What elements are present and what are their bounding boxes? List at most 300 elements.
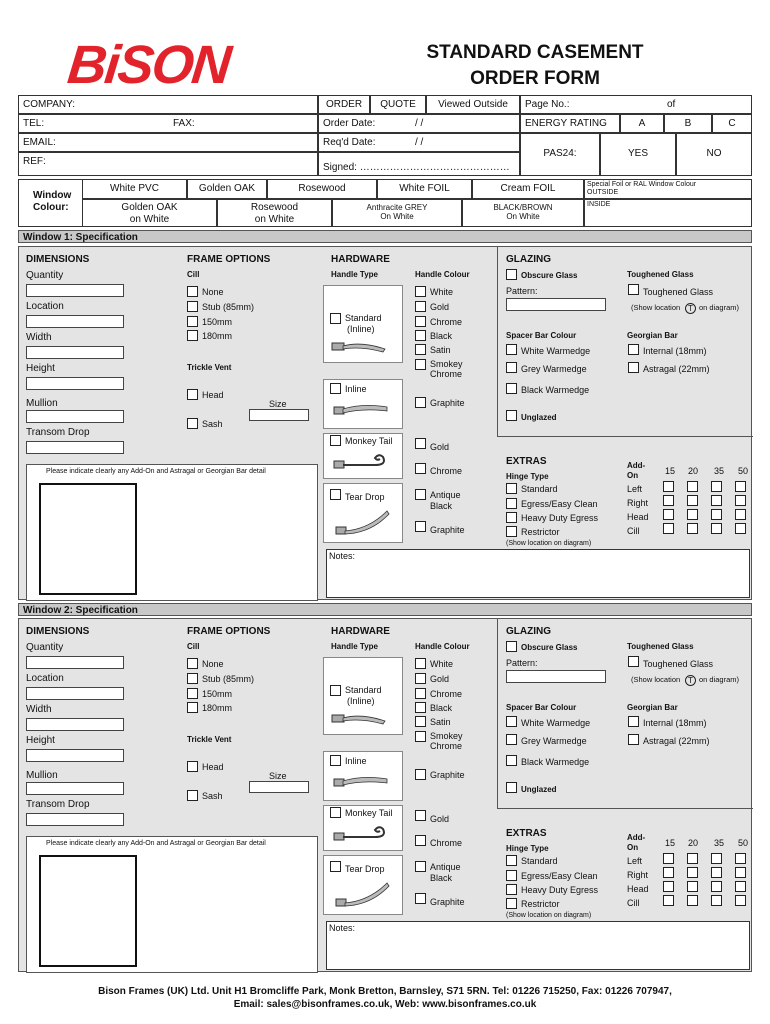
of-label: of bbox=[667, 99, 676, 110]
cill-none-checkbox[interactable] bbox=[187, 286, 198, 297]
black-warmedge-checkbox[interactable] bbox=[506, 383, 517, 394]
handle-standard-checkbox[interactable] bbox=[330, 313, 341, 324]
addon-grid bbox=[663, 481, 753, 541]
astragal-bar-checkbox[interactable] bbox=[628, 362, 639, 373]
toughened-glass-label: Toughened Glass bbox=[643, 287, 714, 297]
teardrop-handle-icon bbox=[335, 509, 391, 537]
addon-heading-2: On bbox=[627, 471, 639, 480]
colour-antique-checkbox[interactable] bbox=[415, 861, 426, 872]
addon-heading: Add- bbox=[627, 461, 646, 470]
colour-golden-oak[interactable] bbox=[187, 179, 267, 199]
viewed-outside-label: Viewed Outside bbox=[438, 99, 508, 110]
pattern-input[interactable] bbox=[506, 670, 606, 683]
colour-gold2-checkbox[interactable] bbox=[415, 438, 426, 449]
astragal-bar-checkbox[interactable] bbox=[628, 734, 639, 745]
colour-black-checkbox[interactable] bbox=[415, 702, 426, 713]
colour-smokey-label: Smokey bbox=[430, 731, 463, 741]
white-warmedge-checkbox[interactable] bbox=[506, 716, 517, 727]
cill-180-label: 180mm bbox=[202, 703, 233, 713]
colour-black-checkbox[interactable] bbox=[415, 330, 426, 341]
mullion-label: Mullion bbox=[26, 770, 58, 781]
addon-note: Please indicate clearly any Add-On and Astragal or Georgian Bar detail bbox=[46, 468, 266, 475]
signed-label: Signed: ……………………………………… bbox=[323, 162, 510, 173]
standard-handle-icon bbox=[331, 335, 387, 357]
colour-white-label: White bbox=[430, 287, 454, 297]
handle-standard-label: Standard bbox=[345, 685, 382, 695]
notes-field[interactable] bbox=[326, 549, 750, 598]
addon-35-label: 35 bbox=[714, 838, 725, 848]
cill-150-checkbox[interactable] bbox=[187, 316, 198, 327]
quantity-input[interactable] bbox=[26, 656, 124, 669]
trickle-vent-label: Trickle Vent bbox=[187, 735, 232, 744]
pattern-label: Pattern: bbox=[506, 286, 538, 296]
sketch-box[interactable] bbox=[39, 855, 137, 967]
toughened-t-icon: T bbox=[685, 303, 696, 314]
colour-graphite2-checkbox[interactable] bbox=[415, 521, 426, 532]
height-label: Height bbox=[26, 735, 55, 746]
pas24-yes-option[interactable] bbox=[600, 133, 676, 176]
notes-field[interactable] bbox=[326, 921, 750, 970]
cill-none-checkbox[interactable] bbox=[187, 658, 198, 669]
colour-white-foil[interactable] bbox=[377, 179, 472, 199]
obscure-glass-label: Obscure Glass bbox=[521, 271, 578, 280]
hinge-egress-checkbox[interactable] bbox=[506, 498, 517, 509]
addon-cill-15-checkbox[interactable] bbox=[663, 523, 674, 534]
colour-graphite-checkbox[interactable] bbox=[415, 769, 426, 780]
ref-label: REF: bbox=[23, 156, 46, 167]
addon-right-20-checkbox[interactable] bbox=[687, 495, 698, 506]
colour-satin-checkbox[interactable] bbox=[415, 344, 426, 355]
toughened-glass-checkbox[interactable] bbox=[628, 284, 639, 295]
reqd-date-label: Req'd Date: bbox=[323, 137, 376, 148]
addon-20-label: 20 bbox=[688, 838, 699, 848]
addon-right-50-checkbox[interactable] bbox=[735, 867, 746, 878]
colour-smokey-checkbox[interactable] bbox=[415, 731, 426, 742]
page-no-label: Page No.: bbox=[525, 99, 570, 110]
addon-head-20-checkbox[interactable] bbox=[687, 881, 698, 892]
form-title: STANDARD CASEMENT bbox=[426, 42, 644, 63]
mullion-input[interactable] bbox=[26, 410, 124, 423]
trickle-size-label: Size bbox=[269, 399, 287, 409]
colour-cream-foil-label: Cream FOIL bbox=[500, 183, 556, 194]
white-warmedge-label: White Warmedge bbox=[521, 346, 591, 356]
addon-head-15-checkbox[interactable] bbox=[663, 509, 674, 520]
hinge-standard-label: Standard bbox=[521, 856, 558, 866]
addon-left-50-checkbox[interactable] bbox=[735, 853, 746, 864]
colour-smokey-checkbox[interactable] bbox=[415, 359, 426, 370]
black-brown-label: BLACK/BROWN bbox=[493, 203, 553, 212]
trickle-sash-checkbox[interactable] bbox=[187, 790, 198, 801]
hinge-restrictor-checkbox[interactable] bbox=[506, 526, 517, 537]
page-no-field[interactable] bbox=[520, 95, 752, 114]
golden-oak-white-label: Golden OAK bbox=[121, 202, 178, 213]
colour-white-pvc[interactable] bbox=[82, 179, 187, 199]
quantity-label: Quantity bbox=[26, 642, 64, 653]
colour-graphite2-label: Graphite bbox=[430, 897, 465, 907]
reqd-date-field[interactable] bbox=[318, 133, 520, 152]
monkey-tail-handle-icon bbox=[333, 823, 389, 845]
anthracite-on-white-label: On White bbox=[380, 211, 414, 221]
addon-left-35-checkbox[interactable] bbox=[711, 481, 722, 492]
transom-input[interactable] bbox=[26, 813, 124, 826]
cill-150-label: 150mm bbox=[202, 689, 233, 699]
pas24-no-label: NO bbox=[706, 148, 722, 159]
hinge-heavy-checkbox[interactable] bbox=[506, 884, 517, 895]
handle-inline-label: Inline bbox=[345, 756, 367, 766]
mullion-input[interactable] bbox=[26, 782, 124, 795]
georgian-bar-heading: Georgian Bar bbox=[627, 703, 678, 712]
colour-gold2-checkbox[interactable] bbox=[415, 810, 426, 821]
handle-monkey-label: Monkey Tail bbox=[345, 808, 393, 818]
trickle-size-input[interactable] bbox=[249, 409, 309, 421]
addon-head-50-checkbox[interactable] bbox=[735, 509, 746, 520]
colour-gold-checkbox[interactable] bbox=[415, 301, 426, 312]
addon-left-15-checkbox[interactable] bbox=[663, 481, 674, 492]
obscure-glass-checkbox[interactable] bbox=[506, 269, 517, 280]
colour-gold-label: Gold bbox=[430, 674, 450, 684]
internal-bar-checkbox[interactable] bbox=[628, 716, 639, 727]
cill-none-label: None bbox=[202, 659, 224, 669]
handle-monkey-checkbox[interactable] bbox=[330, 435, 341, 446]
cill-150-checkbox[interactable] bbox=[187, 688, 198, 699]
hardware-heading: HARDWARE bbox=[331, 626, 390, 637]
hinge-standard-checkbox[interactable] bbox=[506, 855, 517, 866]
standard-handle-icon bbox=[331, 707, 387, 729]
tel-label: TEL: bbox=[23, 118, 45, 129]
order-date-field[interactable] bbox=[318, 114, 520, 133]
viewed-outside-option[interactable] bbox=[426, 95, 520, 114]
addon-20-label: 20 bbox=[688, 466, 699, 476]
hinge-standard-label: Standard bbox=[521, 484, 558, 494]
quote-label: QUOTE bbox=[380, 99, 416, 110]
internal-bar-checkbox[interactable] bbox=[628, 344, 639, 355]
unglazed-checkbox[interactable] bbox=[506, 782, 517, 793]
colour-graphite2-checkbox[interactable] bbox=[415, 893, 426, 904]
window2-header bbox=[18, 603, 752, 616]
addon-cill-50-checkbox[interactable] bbox=[735, 895, 746, 906]
width-label: Width bbox=[26, 332, 52, 343]
notes-label: Notes: bbox=[329, 923, 356, 933]
inline-handle-icon bbox=[333, 771, 389, 793]
colour-graphite-checkbox[interactable] bbox=[415, 397, 426, 408]
colour-chrome3-checkbox[interactable] bbox=[415, 463, 426, 474]
colour-antique-label: Antique bbox=[430, 490, 461, 500]
transom-label: Transom Drop bbox=[26, 427, 90, 438]
addon-heading: Add- bbox=[627, 833, 646, 842]
location-input[interactable] bbox=[26, 315, 124, 328]
pas24-label: PAS24: bbox=[543, 148, 577, 159]
bison-logo: BiSON bbox=[64, 35, 233, 95]
energy-c-option[interactable] bbox=[712, 114, 752, 133]
hinge-type-heading: Hinge Type bbox=[506, 844, 549, 853]
handle-teardrop-label: Tear Drop bbox=[345, 864, 385, 874]
addon-right-15-checkbox[interactable] bbox=[663, 495, 674, 506]
window1-header bbox=[18, 230, 752, 243]
trickle-size-label: Size bbox=[269, 771, 287, 781]
addon-left-50-checkbox[interactable] bbox=[735, 481, 746, 492]
toughened-glass-label: Toughened Glass bbox=[643, 659, 714, 669]
addon-head-50-checkbox[interactable] bbox=[735, 881, 746, 892]
sketch-box[interactable] bbox=[39, 483, 137, 595]
energy-rating-label: ENERGY RATING bbox=[525, 118, 607, 129]
ref-field[interactable] bbox=[18, 152, 318, 176]
addon-cill-50-checkbox[interactable] bbox=[735, 523, 746, 534]
astragal-bar-label: Astragal (22mm) bbox=[643, 364, 710, 374]
astragal-bar-label: Astragal (22mm) bbox=[643, 736, 710, 746]
unglazed-checkbox[interactable] bbox=[506, 410, 517, 421]
fax-label: FAX: bbox=[173, 118, 195, 129]
monkey-tail-handle-icon bbox=[333, 451, 389, 473]
grey-warmedge-label: Grey Warmedge bbox=[521, 364, 587, 374]
quote-option[interactable] bbox=[370, 95, 426, 114]
grey-warmedge-checkbox[interactable] bbox=[506, 362, 517, 373]
addon-cill-15-checkbox[interactable] bbox=[663, 895, 674, 906]
colour-white-pvc-label: White PVC bbox=[110, 183, 159, 194]
height-input[interactable] bbox=[26, 377, 124, 390]
cill-label: Cill bbox=[187, 642, 200, 651]
colour-antique-black-label: Black bbox=[430, 501, 453, 511]
white-warmedge-checkbox[interactable] bbox=[506, 344, 517, 355]
height-label: Height bbox=[26, 363, 55, 374]
special-colour-inside[interactable] bbox=[584, 199, 752, 227]
trickle-head-checkbox[interactable] bbox=[187, 389, 198, 400]
colour-rosewood-label: Rosewood bbox=[298, 183, 346, 194]
addon-15-label: 15 bbox=[665, 838, 676, 848]
handle-type-label: Handle Type bbox=[331, 642, 378, 651]
notes-label: Notes: bbox=[329, 551, 356, 561]
addon-grid bbox=[663, 853, 753, 913]
colour-satin-checkbox[interactable] bbox=[415, 716, 426, 727]
colour-anthracite[interactable] bbox=[332, 199, 462, 227]
reqd-date-slashes: / / bbox=[415, 137, 424, 148]
extras-heading: EXTRAS bbox=[506, 828, 547, 839]
window1-title: Window 1: Specification bbox=[23, 232, 138, 243]
addon-cill-35-checkbox[interactable] bbox=[711, 523, 722, 534]
window-colour-label: Window bbox=[33, 190, 72, 201]
quantity-label: Quantity bbox=[26, 270, 64, 281]
tel-field[interactable] bbox=[18, 114, 318, 133]
internal-bar-label: Internal (18mm) bbox=[643, 718, 707, 728]
signed-field[interactable] bbox=[318, 152, 520, 176]
location-label: Location bbox=[26, 301, 64, 312]
email-field[interactable] bbox=[18, 133, 318, 152]
colour-gold2-label: Gold bbox=[430, 442, 450, 452]
hardware-heading: HARDWARE bbox=[331, 254, 390, 265]
addon-right-35-checkbox[interactable] bbox=[711, 867, 722, 878]
pattern-label: Pattern: bbox=[506, 658, 538, 668]
order-option[interactable] bbox=[318, 95, 370, 114]
handle-teardrop-label: Tear Drop bbox=[345, 492, 385, 502]
rosewood-on-white-label: on White bbox=[254, 213, 295, 225]
addon-left-label: Left bbox=[627, 856, 643, 866]
colour-antique-black-label: Black bbox=[430, 873, 453, 883]
company-field[interactable] bbox=[18, 95, 318, 114]
colour-chrome-checkbox[interactable] bbox=[415, 688, 426, 699]
colour-satin-label: Satin bbox=[430, 717, 451, 727]
addon-head-label: Head bbox=[627, 512, 649, 522]
addon-cill-35-checkbox[interactable] bbox=[711, 895, 722, 906]
handle-colour-label: Handle Colour bbox=[415, 642, 470, 651]
grey-warmedge-label: Grey Warmedge bbox=[521, 736, 587, 746]
special-colour-label: Special Foil or RAL Window Colour bbox=[587, 181, 697, 188]
order-date-slashes: / / bbox=[415, 118, 424, 129]
addon-left-35-checkbox[interactable] bbox=[711, 853, 722, 864]
toughened-glass-checkbox[interactable] bbox=[628, 656, 639, 667]
handle-inline-paren-label: (Inline) bbox=[347, 324, 375, 334]
outside-label: OUTSIDE bbox=[587, 188, 619, 196]
addon-left-15-checkbox[interactable] bbox=[663, 853, 674, 864]
width-input[interactable] bbox=[26, 718, 124, 731]
pattern-input[interactable] bbox=[506, 298, 606, 311]
addon-left-20-checkbox[interactable] bbox=[687, 481, 698, 492]
window1-spec bbox=[18, 246, 752, 600]
toughened-t-icon: T bbox=[685, 675, 696, 686]
colour-antique-label: Antique bbox=[430, 862, 461, 872]
colour-antique-checkbox[interactable] bbox=[415, 489, 426, 500]
trickle-vent-label: Trickle Vent bbox=[187, 363, 232, 372]
window2-title: Window 2: Specification bbox=[23, 605, 138, 616]
internal-bar-label: Internal (18mm) bbox=[643, 346, 707, 356]
energy-a-label: A bbox=[638, 118, 646, 129]
addon-head-35-checkbox[interactable] bbox=[711, 509, 722, 520]
special-colour-outside[interactable] bbox=[584, 179, 752, 199]
handle-monkey-checkbox[interactable] bbox=[330, 807, 341, 818]
cill-stub-label: Stub (85mm) bbox=[202, 674, 255, 684]
window-colour-label-2: Colour: bbox=[33, 202, 69, 213]
hinge-type-heading: Hinge Type bbox=[506, 472, 549, 481]
colour-golden-oak-label: Golden OAK bbox=[198, 183, 256, 194]
handle-inline-checkbox[interactable] bbox=[330, 383, 341, 394]
addon-left-20-checkbox[interactable] bbox=[687, 853, 698, 864]
black-brown-on-white-label: On White bbox=[506, 211, 540, 221]
cill-stub-label: Stub (85mm) bbox=[202, 302, 255, 312]
hinge-egress-label: Egress/Easy Clean bbox=[521, 871, 598, 881]
handle-standard-checkbox[interactable] bbox=[330, 685, 341, 696]
addon-head-35-checkbox[interactable] bbox=[711, 881, 722, 892]
colour-black-brown[interactable] bbox=[462, 199, 584, 227]
addon-right-label: Right bbox=[627, 870, 649, 880]
handle-teardrop-checkbox[interactable] bbox=[330, 489, 341, 500]
addon-right-20-checkbox[interactable] bbox=[687, 867, 698, 878]
colour-smokey-chrome-label: Chrome bbox=[430, 369, 463, 379]
addon-head-label: Head bbox=[627, 884, 649, 894]
colour-black-label: Black bbox=[430, 703, 453, 713]
colour-satin-label: Satin bbox=[430, 345, 451, 355]
colour-white-label: White bbox=[430, 659, 454, 669]
addon-left-label: Left bbox=[627, 484, 643, 494]
addon-note: Please indicate clearly any Add-On and Astragal or Georgian Bar detail bbox=[46, 840, 266, 847]
colour-rosewood-white[interactable] bbox=[217, 199, 332, 227]
unglazed-label: Unglazed bbox=[521, 785, 557, 794]
addon-cill-20-checkbox[interactable] bbox=[687, 523, 698, 534]
hinge-standard-checkbox[interactable] bbox=[506, 483, 517, 494]
transom-input[interactable] bbox=[26, 441, 124, 454]
obscure-glass-label: Obscure Glass bbox=[521, 643, 578, 652]
addon-15-label: 15 bbox=[665, 466, 676, 476]
grey-warmedge-checkbox[interactable] bbox=[506, 734, 517, 745]
addon-heading-2: On bbox=[627, 843, 639, 852]
hinge-show-location-note: (Show location on diagram) bbox=[506, 912, 592, 919]
inside-label: INSIDE bbox=[587, 201, 611, 208]
colour-smokey-label: Smokey bbox=[430, 359, 463, 369]
colour-golden-oak-white[interactable] bbox=[82, 199, 217, 227]
footer-address: Bison Frames (UK) Ltd. Unit H1 Bromcliffe Park, Monk Bretton, Barnsley, S71 5RN. Tel: 01226 715250, Fax: 01226 707947, bbox=[98, 986, 672, 997]
toughened-heading: Toughened Glass bbox=[627, 642, 694, 651]
hinge-heavy-label: Heavy Duty Egress bbox=[521, 885, 599, 895]
obscure-glass-checkbox[interactable] bbox=[506, 641, 517, 652]
pas24-no-option[interactable] bbox=[676, 133, 752, 176]
glazing-heading: GLAZING bbox=[506, 626, 551, 637]
hinge-restrictor-checkbox[interactable] bbox=[506, 898, 517, 909]
cill-none-label: None bbox=[202, 287, 224, 297]
footer-contact: Email: sales@bisonframes.co.uk, Web: www.bisonframes.co.uk bbox=[233, 999, 537, 1010]
handle-teardrop-checkbox[interactable] bbox=[330, 861, 341, 872]
colour-white-checkbox[interactable] bbox=[415, 658, 426, 669]
addon-right-35-checkbox[interactable] bbox=[711, 495, 722, 506]
colour-gold-checkbox[interactable] bbox=[415, 673, 426, 684]
anthracite-label: Anthracite GREY bbox=[366, 203, 428, 212]
transom-label: Transom Drop bbox=[26, 799, 90, 810]
energy-a-option[interactable] bbox=[620, 114, 664, 133]
cill-stub-checkbox[interactable] bbox=[187, 301, 198, 312]
georgian-bar-heading: Georgian Bar bbox=[627, 331, 678, 340]
width-input[interactable] bbox=[26, 346, 124, 359]
addon-right-50-checkbox[interactable] bbox=[735, 495, 746, 506]
cill-180-checkbox[interactable] bbox=[187, 330, 198, 341]
colour-graphite-label: Graphite bbox=[430, 398, 465, 408]
cill-180-checkbox[interactable] bbox=[187, 702, 198, 713]
cill-stub-checkbox[interactable] bbox=[187, 673, 198, 684]
hinge-heavy-checkbox[interactable] bbox=[506, 512, 517, 523]
quantity-input[interactable] bbox=[26, 284, 124, 297]
colour-rosewood[interactable] bbox=[267, 179, 377, 199]
frame-options-heading: FRAME OPTIONS bbox=[187, 254, 271, 265]
company-label: COMPANY: bbox=[23, 99, 76, 110]
order-label: ORDER bbox=[325, 99, 363, 110]
teardrop-handle-icon bbox=[335, 881, 391, 909]
addon-right-15-checkbox[interactable] bbox=[663, 867, 674, 878]
addon-cill-label: Cill bbox=[627, 526, 640, 536]
colour-graphite-label: Graphite bbox=[430, 770, 465, 780]
addon-head-15-checkbox[interactable] bbox=[663, 881, 674, 892]
handle-inline-paren-label: (Inline) bbox=[347, 696, 375, 706]
trickle-sash-checkbox[interactable] bbox=[187, 418, 198, 429]
toughened-heading: Toughened Glass bbox=[627, 270, 694, 279]
frame-options-heading: FRAME OPTIONS bbox=[187, 626, 271, 637]
colour-cream-foil[interactable] bbox=[472, 179, 584, 199]
black-warmedge-checkbox[interactable] bbox=[506, 755, 517, 766]
hinge-egress-checkbox[interactable] bbox=[506, 870, 517, 881]
colour-white-checkbox[interactable] bbox=[415, 286, 426, 297]
handle-inline-checkbox[interactable] bbox=[330, 755, 341, 766]
colour-chrome-checkbox[interactable] bbox=[415, 316, 426, 327]
colour-gold-label: Gold bbox=[430, 302, 450, 312]
colour-black-label: Black bbox=[430, 331, 453, 341]
colour-chrome3-checkbox[interactable] bbox=[415, 835, 426, 846]
extras-heading: EXTRAS bbox=[506, 456, 547, 467]
on-diagram-label: on diagram) bbox=[699, 675, 740, 684]
addon-head-20-checkbox[interactable] bbox=[687, 509, 698, 520]
colour-smokey-chrome-label: Chrome bbox=[430, 741, 463, 751]
mullion-label: Mullion bbox=[26, 398, 58, 409]
energy-b-option[interactable] bbox=[664, 114, 712, 133]
location-input[interactable] bbox=[26, 687, 124, 700]
height-input[interactable] bbox=[26, 749, 124, 762]
addon-cill-20-checkbox[interactable] bbox=[687, 895, 698, 906]
inline-handle-icon bbox=[333, 399, 389, 421]
trickle-head-checkbox[interactable] bbox=[187, 761, 198, 772]
trickle-size-input[interactable] bbox=[249, 781, 309, 793]
